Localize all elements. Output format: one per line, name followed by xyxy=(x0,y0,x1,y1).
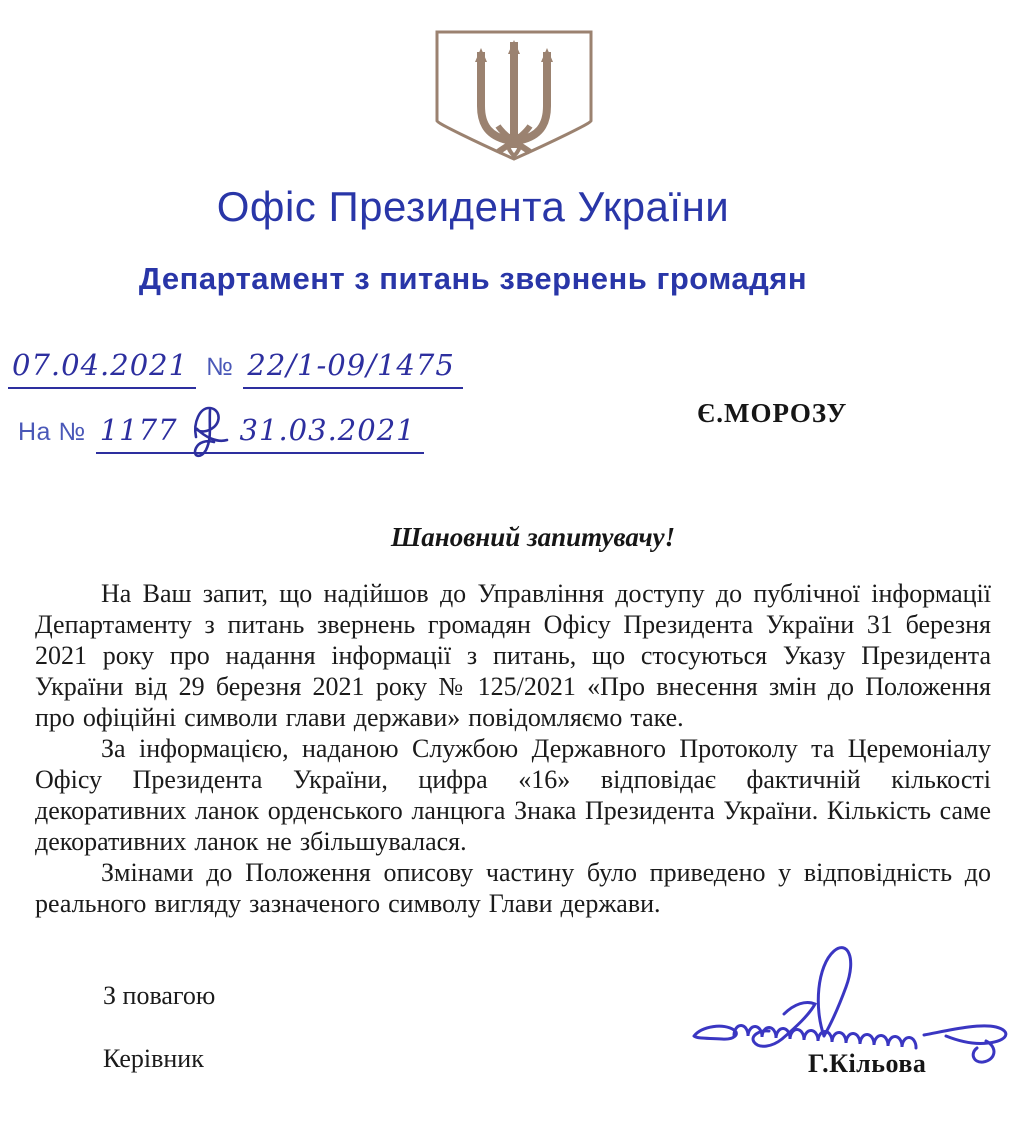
salutation: Шановний запитувачу! xyxy=(390,522,676,552)
ukraine-trident-emblem xyxy=(430,26,598,164)
body-paragraph-2: За інформацією, наданою Службою Державного Протоколу та Церемоніалу Офісу Президента України, цифра «16» відповідає фактичній кількості декоративних ланок орденського ланцюга Знака Президента України. Кількість саме декоративних ланок не збільшувалася. xyxy=(35,734,991,856)
incoming-reference-handwritten xyxy=(96,413,424,454)
incoming-reference-line xyxy=(12,404,424,462)
outgoing-reference-line xyxy=(8,348,463,382)
incoming-date-handwritten: 31.03.2021 xyxy=(239,413,416,447)
outgoing-number-handwritten: 22/1-09/1475 xyxy=(243,348,462,389)
addressee-name: Є.МОРОЗУ xyxy=(697,398,848,428)
outgoing-date-handwritten: 07.04.2021 xyxy=(8,348,196,389)
body-paragraph-3: Змінами до Положення описову частину було приведено у відповідність до реального вигляду зазначеного символу Глави держави. xyxy=(35,858,991,918)
signer-name: Г.Кільова xyxy=(808,1049,927,1078)
letter-body xyxy=(35,578,991,919)
closing-regards: З повагою xyxy=(103,981,216,1010)
tryzub-icon xyxy=(430,26,598,164)
handwritten-flourish-icon xyxy=(188,404,230,462)
incoming-number-handwritten: 1177 xyxy=(99,413,178,447)
org-title: Офіс Президента України xyxy=(216,183,730,230)
org-subtitle: Департамент з питань звернень громадян xyxy=(138,261,808,296)
body-paragraph-1: На Ваш запит, що надійшов до Управління доступу до публічної інформації Департаменту з питань звернень громадян Офісу Президента України 31 березня 2021 року про надання інформації з питань, що стосуються Указу Президента України від 29 березня 2021 року № 125/2021 «Про внесення змін до Положення про офіційні символи глави держави» повідомляємо таке. xyxy=(35,579,991,732)
signer-position: Керівник xyxy=(103,1044,204,1073)
number-sign-label: № xyxy=(206,353,234,381)
incoming-reference-label: На № xyxy=(18,418,86,446)
